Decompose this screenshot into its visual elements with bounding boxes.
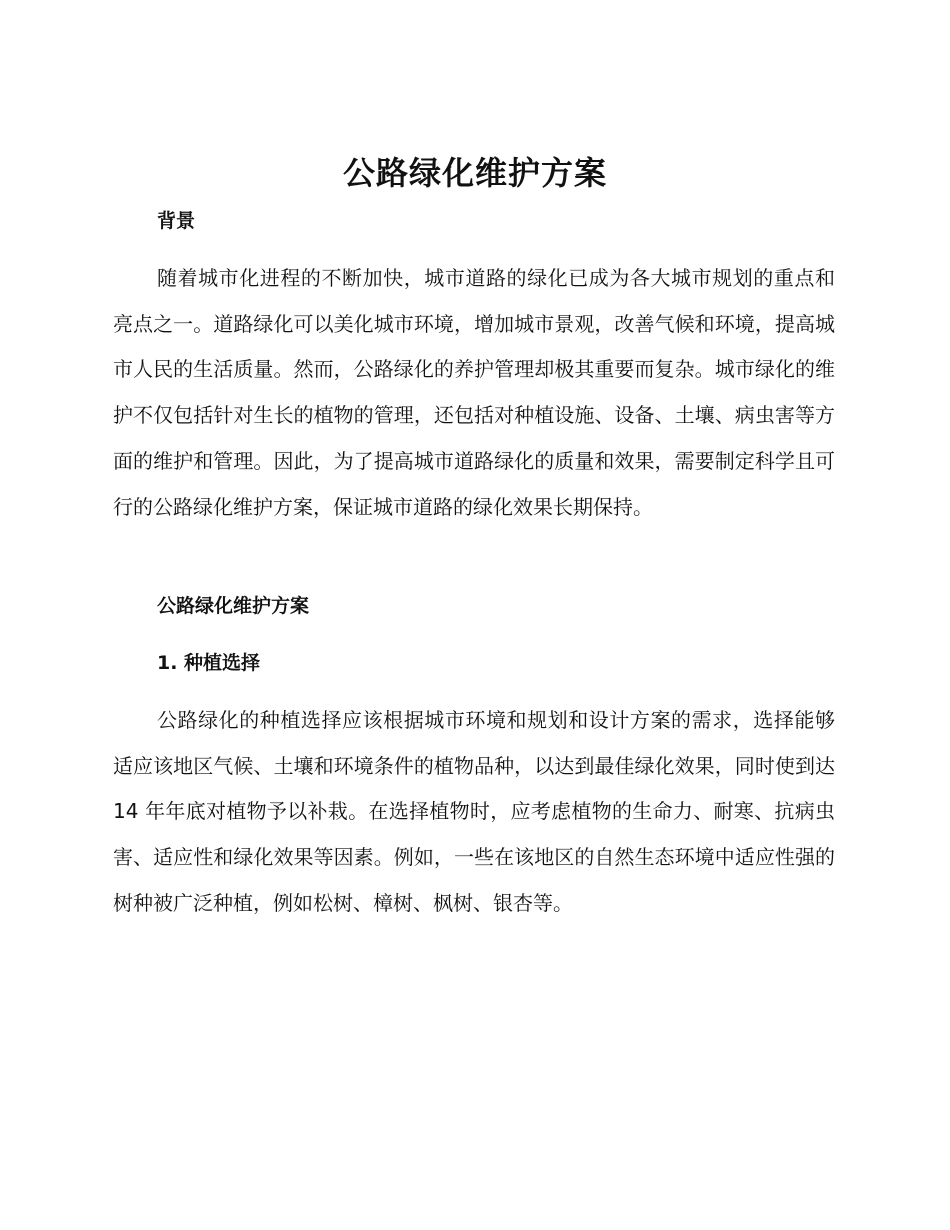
- planting-selection-paragraph: 公路绿化的种植选择应该根据城市环境和规划和设计方案的需求，选择能够适应该地区气候、土壤和环境条件的植物品种，以达到最佳绿化效果，同时使到达 14 年年底对植物予以补栽。在选择植物时，应考虑植物的生命力、耐寒、抗病虫害、适应性和绿化效果等因素。例如，一些在该地区的自然生态环境中适应性强的树种被广泛种植，例如松树、樟树、枫树、银杏等。: [113, 708, 835, 915]
- section-heading-planting-selection: 1. 种植选择: [157, 652, 261, 674]
- document-title: 公路绿化维护方案: [342, 154, 607, 192]
- section-heading-maintenance-plan: 公路绿化维护方案: [157, 595, 310, 617]
- background-paragraph: 随着城市化进程的不断加快，城市道路的绿化已成为各大城市规划的重点和亮点之一。道路绿化可以美化城市环境，增加城市景观，改善气候和环境，提高城市人民的生活质量。然而，公路绿化的养护管理却极其重要而复杂。城市绿化的维护不仅包括针对生长的植物的管理，还包括对种植设施、设备、土壤、病虫害等方面的维护和管理。因此，为了提高城市道路绿化的质量和效果，需要制定科学且可行的公路绿化维护方案，保证城市道路的绿化效果长期保持。: [113, 266, 835, 519]
- section-heading-background: 背景: [157, 210, 196, 232]
